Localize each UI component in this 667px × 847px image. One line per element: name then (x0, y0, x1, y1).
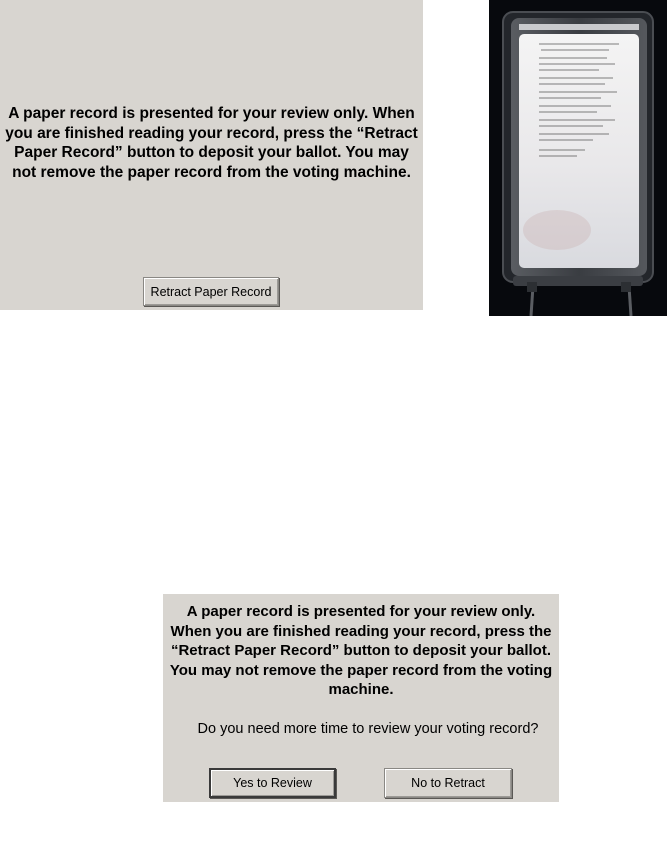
printer-photo-icon (489, 0, 667, 316)
more-time-screen (163, 594, 559, 802)
retract-paper-record-button[interactable]: Retract Paper Record (143, 277, 279, 306)
vvpat-printer-photo (489, 0, 667, 316)
more-time-question: Do you need more time to review your voting record? (197, 721, 539, 737)
review-message: A paper record is presented for your review only. When you are finished reading your record, press the “Retract Paper Record” button to deposit your ballot. You may not remove the paper record from the voting machine. (5, 105, 418, 181)
review-screen (0, 0, 423, 310)
more-time-message: A paper record is presented for your review only. When you are finished reading your record, press the “Retract Paper Record” button to deposit your ballot. You may not remove the paper record from the voting machine. (169, 603, 553, 698)
yes-to-review-button[interactable]: Yes to Review (209, 768, 336, 798)
no-to-retract-button[interactable]: No to Retract (384, 768, 512, 798)
